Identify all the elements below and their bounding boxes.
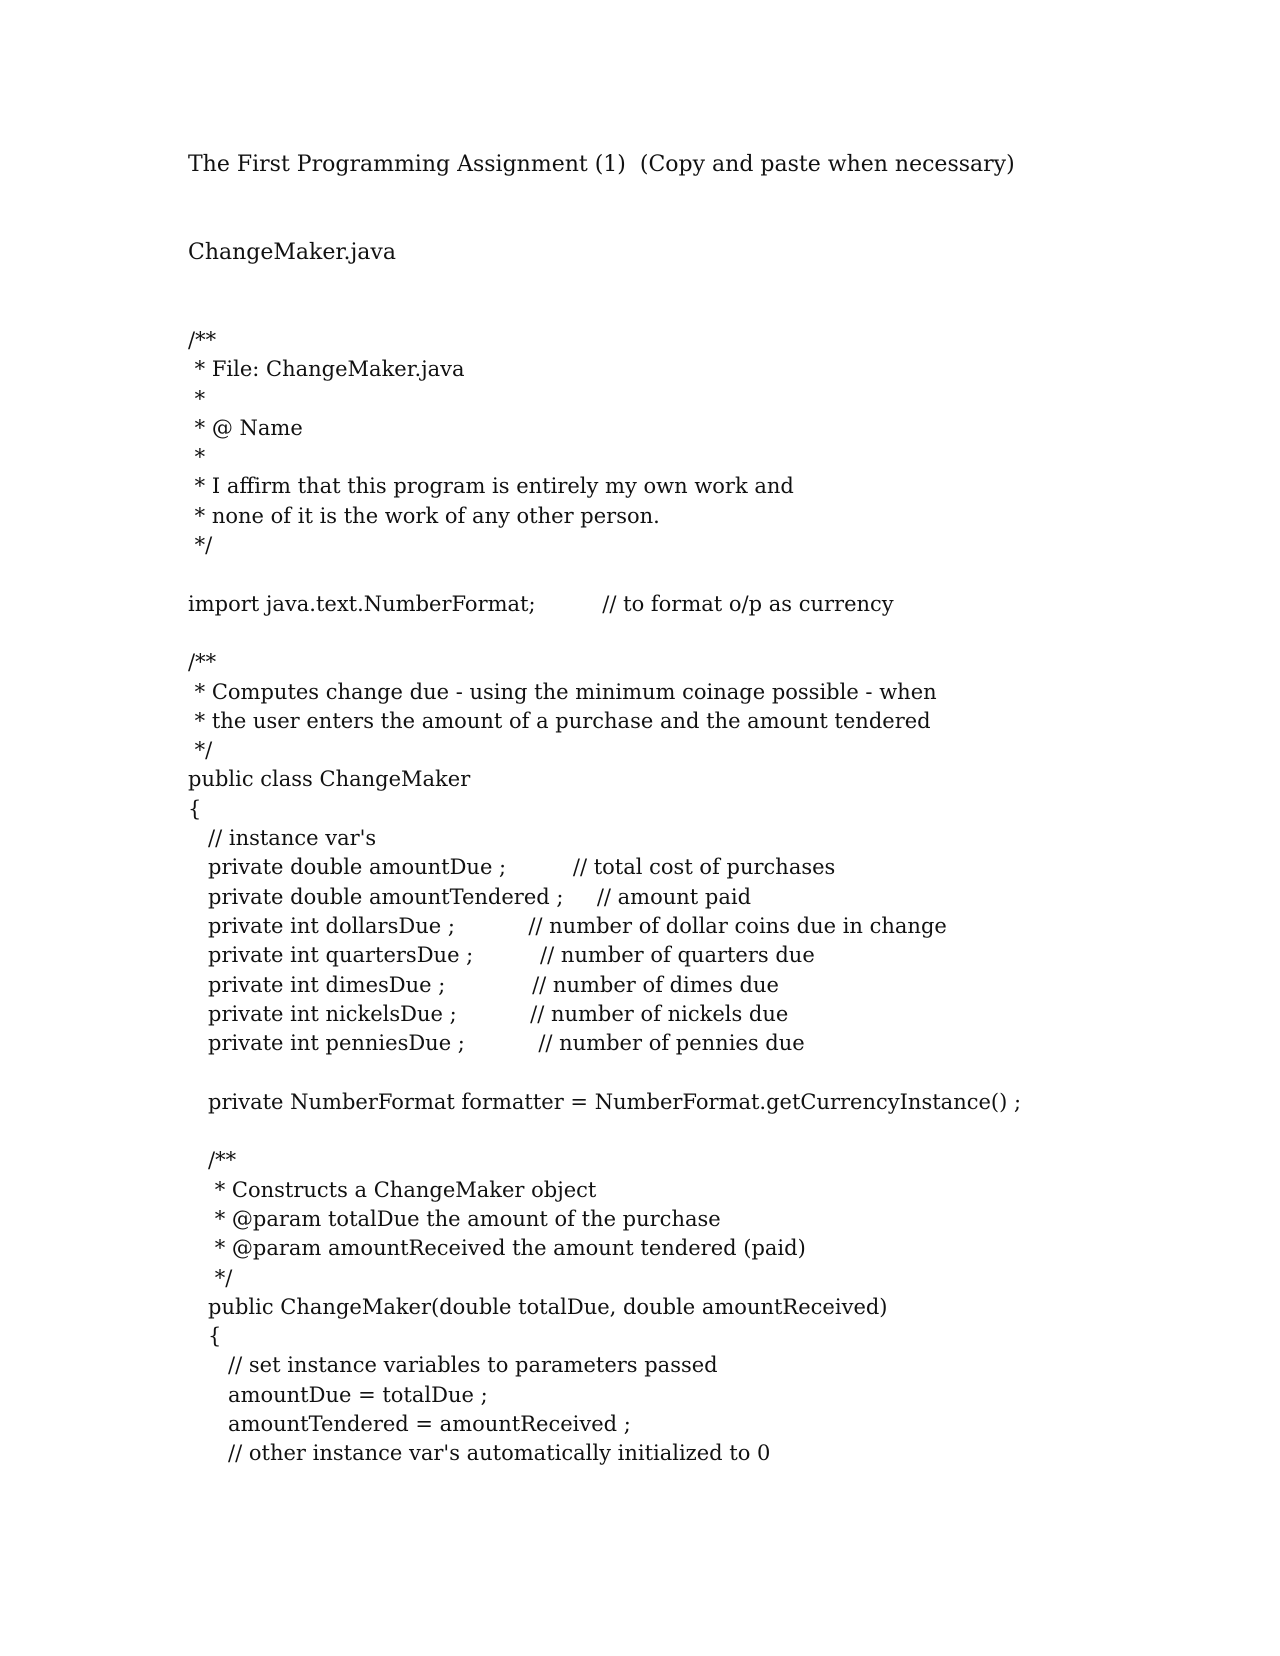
code-line: * @ Name — [188, 415, 303, 440]
code-line — [188, 619, 1188, 648]
code-line: { — [188, 796, 202, 821]
code-line: /** — [188, 328, 217, 352]
code-listing — [188, 326, 1188, 1469]
code-line: /** — [188, 1148, 237, 1173]
code-line: * none of it is the work of any other person. — [188, 503, 660, 528]
code-line — [188, 560, 1188, 589]
code-line: private NumberFormat formatter = NumberFormat.getCurrencyInstance() ; — [188, 1089, 1022, 1114]
code-line: */ — [188, 533, 213, 558]
code-line: import java.text.NumberFormat; // to format o/p as currency — [188, 591, 894, 616]
file-name-heading: ChangeMaker.java — [188, 240, 396, 265]
code-line: private int penniesDue ; // number of pennies due — [188, 1031, 805, 1056]
code-line: /** — [188, 650, 217, 675]
code-line: // other instance var's automatically initialized to 0 — [188, 1441, 771, 1466]
code-line: private double amountTendered ; // amount paid — [188, 884, 752, 909]
code-line: private int dollarsDue ; // number of dollar coins due in change — [188, 913, 947, 938]
code-line — [188, 1058, 1188, 1087]
code-line — [188, 1117, 1188, 1146]
code-line: * — [188, 386, 206, 411]
code-line: { — [188, 1324, 222, 1349]
code-line: * @param amountReceived the amount tendered (paid) — [188, 1236, 806, 1261]
code-line: * the user enters the amount of a purchase and the amount tendered — [188, 708, 931, 733]
code-line: private int quartersDue ; // number of quarters due — [188, 943, 815, 968]
code-line: private int nickelsDue ; // number of nickels due — [188, 1001, 789, 1026]
code-line: */ — [188, 1265, 233, 1290]
code-line: * Computes change due - using the minimum coinage possible - when — [188, 679, 937, 704]
code-line: * I affirm that this program is entirely my own work and — [188, 474, 794, 499]
code-line: * File: ChangeMaker.java — [188, 357, 465, 382]
code-line: // set instance variables to parameters passed — [188, 1353, 718, 1378]
code-line: * — [188, 445, 206, 470]
code-line: // instance var's — [188, 826, 377, 851]
code-line: public ChangeMaker(double totalDue, double amountReceived) — [188, 1294, 888, 1319]
document-title: The First Programming Assignment (1) (Copy and paste when necessary) — [188, 152, 1015, 177]
code-line: amountDue = totalDue ; — [188, 1382, 488, 1407]
code-line: * Constructs a ChangeMaker object — [188, 1177, 597, 1202]
code-line: amountTendered = amountReceived ; — [188, 1411, 631, 1436]
code-line: private double amountDue ; // total cost of purchases — [188, 855, 836, 880]
code-line: */ — [188, 738, 213, 763]
code-line: private int dimesDue ; // number of dimes due — [188, 972, 779, 997]
code-line: public class ChangeMaker — [188, 767, 471, 792]
code-line: * @param totalDue the amount of the purchase — [188, 1206, 721, 1231]
